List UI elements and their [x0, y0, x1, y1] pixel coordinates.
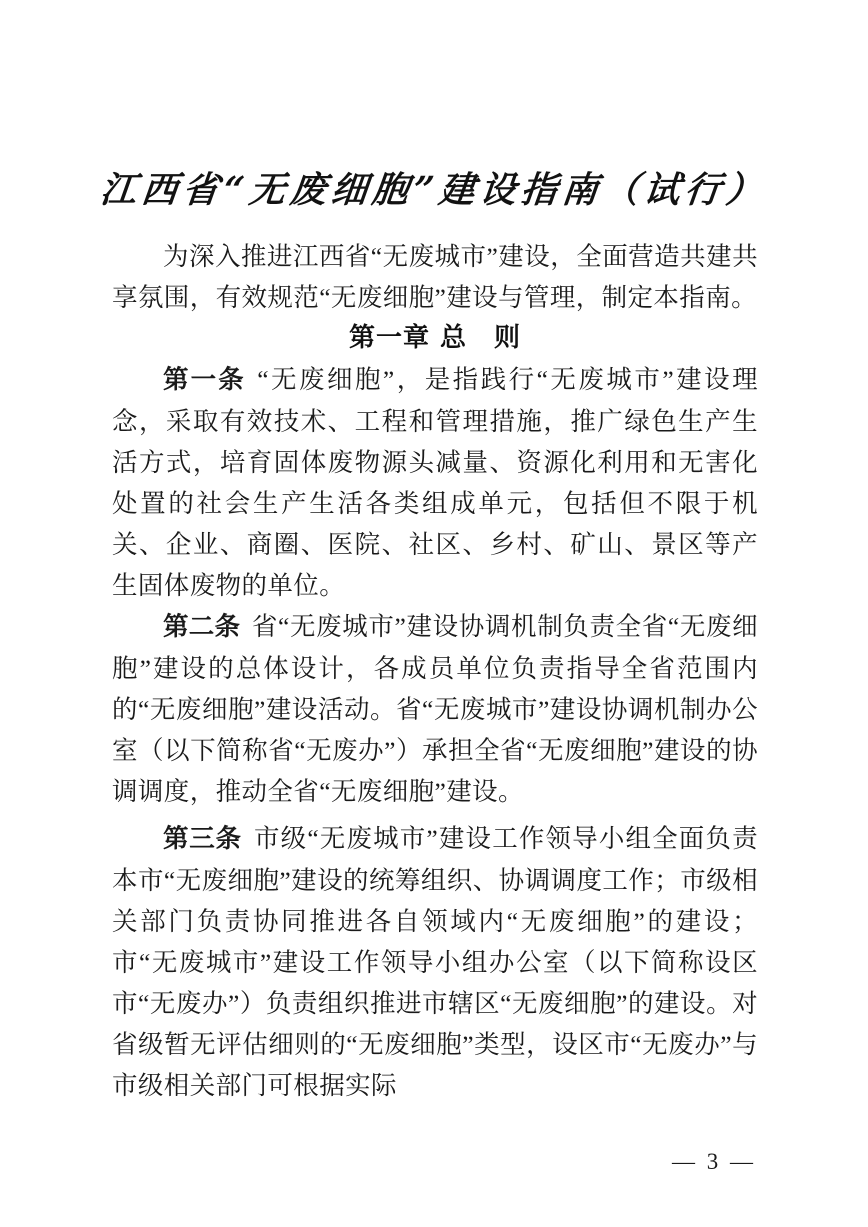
article-text-1: “无废细胞”，是指践行“无废城市”建设理念，采取有效技术、工程和管理措施，推广绿色生产生活方式，培育固体废物源头减量、资源化利用和无害化处置的社会生产生活各类组成单元，包括但不限于机关、企业、商圈、医院、社区、乡村、矿山、景区等产生固体废物的单位。 — [112, 365, 758, 600]
document-title: 江西省“无废细胞”建设指南（试行） — [98, 169, 770, 212]
preamble-paragraph — [112, 236, 758, 318]
page-number: — 3 — — [672, 1149, 756, 1174]
article-text-3: 市级“无废城市”建设工作领导小组全面负责本市“无废细胞”建设的统筹组织、协调调度工作；市级相关部门负责协同推进各自领域内“无废细胞”的建设；市“无废城市”建设工作领导小组办公室（以下简称设区市“无废办”）负责组织推进市辖区“无废细胞”的建设。对省级暂无评估细则的“无废细胞”类型，设区市“无废办”与市级相关部门可根据实际 — [112, 824, 758, 1100]
chapter-heading: 第一章 总 则 — [348, 323, 522, 353]
document-body — [112, 236, 758, 1106]
article-label-1: 第一条 — [163, 365, 246, 395]
article-paragraph-1 — [112, 359, 758, 606]
article-label-2: 第二条 — [163, 612, 241, 642]
article-paragraph-2 — [112, 606, 758, 812]
article-label-3: 第三条 — [163, 824, 242, 854]
article-text-2: 省“无废城市”建设协调机制负责全省“无废细胞”建设的总体设计，各成员单位负责指导全省范围内的“无废细胞”建设活动。省“无废城市”建设协调机制办公室（以下简称省“无废办”）承担全省“无废细胞”建设的协调调度，推动全省“无废细胞”建设。 — [112, 612, 758, 806]
preamble-text: 为深入推进江西省“无废城市”建设，全面营造共建共享氛围，有效规范“无废细胞”建设与管理，制定本指南。 — [112, 242, 758, 312]
article-paragraph-3 — [112, 818, 758, 1106]
